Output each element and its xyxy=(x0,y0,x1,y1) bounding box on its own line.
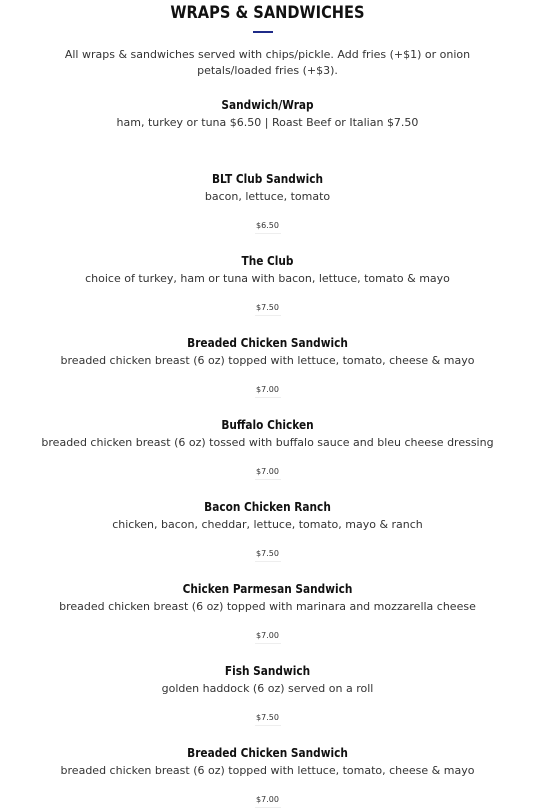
menu-item xyxy=(0,171,535,234)
menu-item xyxy=(0,581,535,644)
item-name: The Club xyxy=(241,254,294,268)
item-name: BLT Club Sandwich xyxy=(211,172,323,186)
item-description: ham, turkey or tuna $6.50 | Roast Beef or Italian $7.50 xyxy=(116,116,419,129)
item-price: $7.00 xyxy=(255,467,281,480)
item-name: Buffalo Chicken xyxy=(221,418,314,432)
item-name: Breaded Chicken Sandwich xyxy=(187,336,348,350)
item-description: bacon, lettuce, tomato xyxy=(204,190,331,203)
item-price: $6.50 xyxy=(255,221,281,234)
item-name: Bacon Chicken Ranch xyxy=(204,500,331,514)
item-price: $7.00 xyxy=(255,385,281,398)
item-description: breaded chicken breast (6 oz) tossed with buffalo sauce and bleu cheese dressing xyxy=(41,436,494,449)
item-description: chicken, bacon, cheddar, lettuce, tomato, mayo & ranch xyxy=(112,518,423,531)
item-name: Chicken Parmesan Sandwich xyxy=(182,582,353,596)
item-price: $7.50 xyxy=(255,303,281,316)
menu-item xyxy=(0,253,535,316)
menu-item xyxy=(0,97,535,131)
item-description: choice of turkey, ham or tuna with bacon, lettuce, tomato & mayo xyxy=(85,272,450,285)
item-name: Breaded Chicken Sandwich xyxy=(187,746,348,760)
menu-item xyxy=(0,417,535,480)
item-price: $7.00 xyxy=(255,795,281,808)
section-intro: All wraps & sandwiches served with chips/pickle. Add fries (+$1) or onion petals/loaded fries (+$3). xyxy=(64,48,471,77)
item-description: golden haddock (6 oz) served on a roll xyxy=(161,682,374,695)
menu-item xyxy=(0,745,535,808)
title-underline xyxy=(253,31,273,33)
item-description: breaded chicken breast (6 oz) topped with lettuce, tomato, cheese & mayo xyxy=(60,764,475,777)
item-name: Fish Sandwich xyxy=(224,664,311,678)
menu-item xyxy=(0,335,535,398)
item-description: breaded chicken breast (6 oz) topped with lettuce, tomato, cheese & mayo xyxy=(60,354,475,367)
menu-item xyxy=(0,663,535,726)
item-price: $7.50 xyxy=(255,549,281,562)
item-price: $7.00 xyxy=(255,631,281,644)
section-title: WRAPS & SANDWICHES xyxy=(170,3,365,23)
item-price: $7.50 xyxy=(255,713,281,726)
menu-item xyxy=(0,499,535,562)
item-description: breaded chicken breast (6 oz) topped with marinara and mozzarella cheese xyxy=(59,600,476,613)
item-name: Sandwich/Wrap xyxy=(221,98,314,112)
